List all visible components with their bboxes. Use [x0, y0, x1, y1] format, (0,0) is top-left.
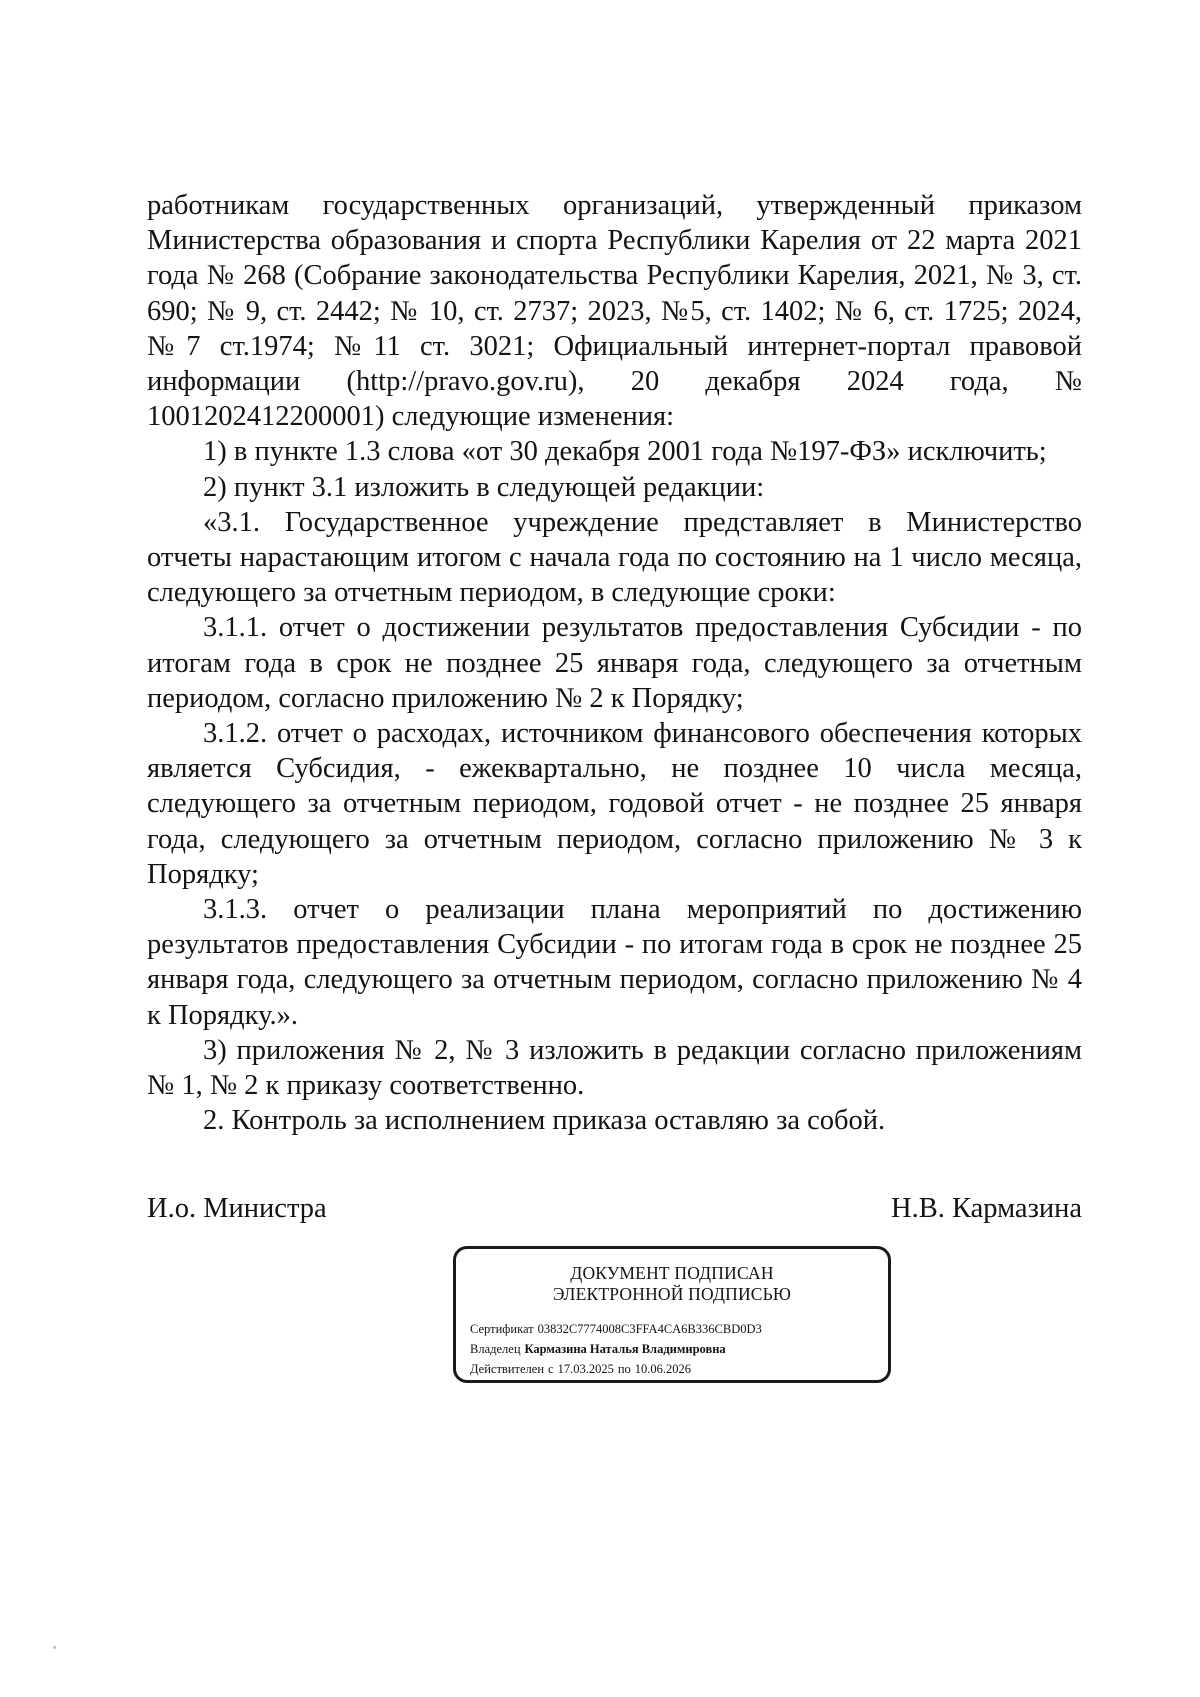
paragraph-clause-3-1: «3.1. Государственное учреждение представляет в Министерство отчеты нарастающим итогом с начала года по состоянию на 1 число месяца, следующего за отчетным периодом, в следующие сроки: [147, 506, 1082, 609]
electronic-signature-stamp [453, 1246, 891, 1383]
paragraph-clause-3-1-3: 3.1.3. отчет о реализации плана мероприятий по достижению результатов предоставления Субсидии - по итогам года в срок не позднее 25 января года, следующего за отчетным периодом, согласно приложению № 4 к Порядку.». [147, 894, 1082, 1031]
stamp-title-line-1: ДОКУМЕНТ ПОДПИСАН [570, 1263, 774, 1283]
paragraph-item-3: 3) приложения № 2, № 3 изложить в редакции согласно приложениям № 1, № 2 к приказу соответственно. [147, 1034, 1082, 1102]
signatory-position: И.о. Министра [147, 1193, 327, 1224]
paragraph-item-1: 1) в пункте 1.3 слова «от 30 декабря 2001 года №197-ФЗ» исключить; [203, 436, 1047, 468]
paragraph-intro: работникам государственных организаций, утвержденный приказом Министерства образования и спорта Республики Карелия от 22 марта 2021 года № 268 (Собрание законодательства Республики Карелия, 2021, № 3, ст. 690; № 9, ст. 2442; № 10, ст. 2737; 2023, №5, ст. 1402; № 6, ст. 1725; 2024, №7 ст.1974; №11 ст. 3021; Официальный интернет-портал правовой информации (http://pravo.gov.ru), 20 декабря 2024 года, № 1001202412200001) следующие изменения: [147, 190, 1082, 433]
stamp-valid-from-label: с [548, 1362, 554, 1376]
stamp-valid-to: 10.06.2026 [634, 1362, 692, 1376]
stamp-valid-to-label: по [617, 1362, 631, 1376]
stamp-certificate-label: Сертификат [470, 1322, 534, 1336]
stamp-valid-label: Действителен [470, 1362, 545, 1376]
stamp-title [456, 1263, 888, 1305]
signatory-name: Н.В. Кармазина [891, 1193, 1082, 1224]
scan-speck [53, 1646, 56, 1649]
paragraph-control: 2. Контроль за исполнением приказа оставляю за собой. [203, 1105, 886, 1137]
paragraph-item-2: 2) пункт 3.1 изложить в следующей редакции: [203, 471, 765, 503]
document-body [147, 188, 1082, 1138]
stamp-certificate-row [470, 1319, 888, 1339]
stamp-owner-row [470, 1339, 888, 1359]
stamp-validity-row [470, 1359, 888, 1379]
stamp-title-line-2: ЭЛЕКТРОННОЙ ПОДПИСЬЮ [552, 1284, 792, 1304]
paragraph-clause-3-1-2: 3.1.2. отчет о расходах, источником финансового обеспечения которых является Субсидия, - ежеквартально, не позднее 10 числа месяца, следующего за отчетным периодом, годовой отчет - не позднее 25 января года, следующего за отчетным периодом, согласно приложению № 3 к Порядку; [147, 718, 1082, 890]
stamp-details [470, 1319, 888, 1379]
paragraph-clause-3-1-1: 3.1.1. отчет о достижении результатов предоставления Субсидии - по итогам года в срок не позднее 25 января года, следующего за отчетным периодом, согласно приложению № 2 к Порядку; [147, 612, 1082, 714]
stamp-owner-label: Владелец [470, 1342, 521, 1356]
stamp-owner-value: Кармазина Наталья Владимировна [524, 1342, 726, 1356]
stamp-valid-from: 17.03.2025 [557, 1362, 614, 1376]
stamp-certificate-value: 03832C7774008C3FFA4CA6B336CBD0D3 [537, 1322, 762, 1336]
signature-block [147, 1192, 1082, 1226]
